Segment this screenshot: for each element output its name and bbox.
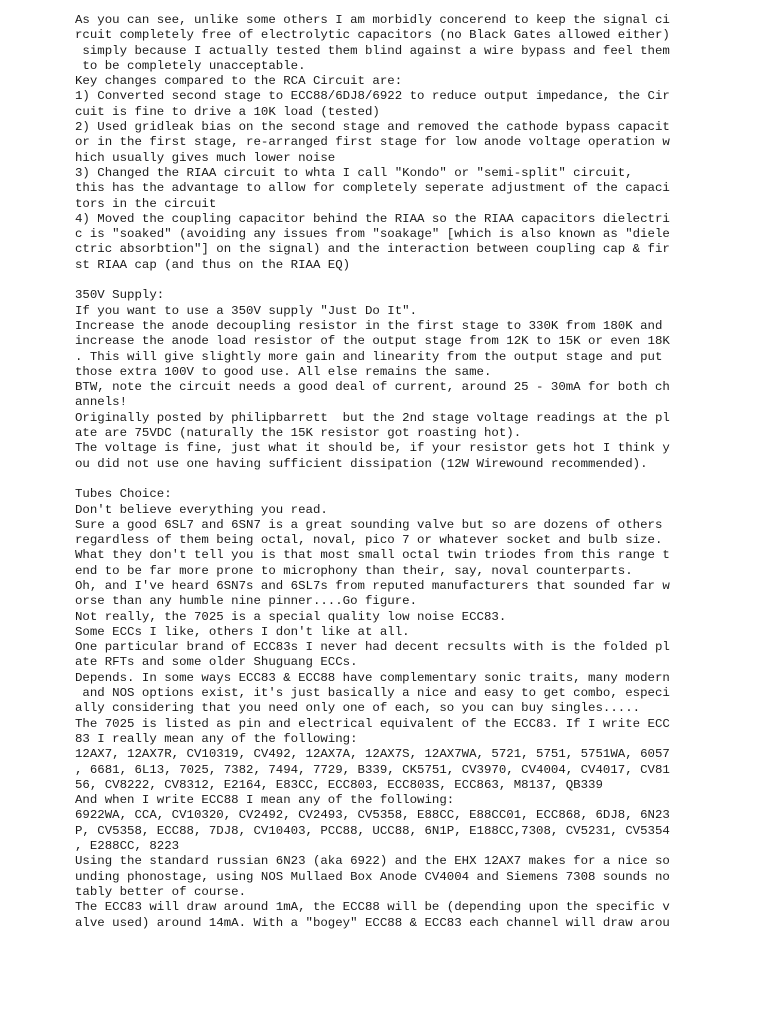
document-page: [75, 13, 755, 931]
text-line: One particular brand of ECC83s I never had decent recsults with is the folded pl: [75, 640, 670, 655]
text-line: As you can see, unlike some others I am morbidly concerend to keep the signal ci: [75, 13, 670, 27]
text-line: Don't believe everything you read.: [75, 502, 328, 517]
text-line: The ECC83 will draw around 1mA, the ECC88 will be (depending upon the specific v: [75, 900, 670, 915]
text-line: hich usually gives much lower noise: [75, 150, 336, 165]
text-line: rcuit completely free of electrolytic capacitors (no Black Gates allowed either): [75, 28, 670, 43]
text-line: 2) Used gridleak bias on the second stage and removed the cathode bypass capacit: [75, 120, 670, 135]
text-line: What they don't tell you is that most small octal twin triodes from this range t: [75, 548, 670, 563]
text-line: And when I write ECC88 I mean any of the following:: [75, 793, 455, 808]
text-line: ally considering that you need only one of each, so you can buy singles.....: [75, 701, 641, 716]
text-line: and NOS options exist, it's just basically a nice and easy to get combo, especi: [75, 686, 670, 701]
text-line: 83 I really mean any of the following:: [75, 731, 358, 746]
text-line: Some ECCs I like, others I don't like at all.: [75, 624, 410, 639]
text-line: unding phonostage, using NOS Mullaed Box Anode CV4004 and Siemens 7308 sounds no: [75, 869, 670, 884]
blank-line: [75, 472, 755, 487]
text-line: tably better of course.: [75, 884, 247, 899]
text-line: P, CV5358, ECC88, 7DJ8, CV10403, PCC88, UCC88, 6N1P, E188CC,7308, CV5231, CV5354: [75, 823, 670, 838]
text-line: st RIAA cap (and thus on the RIAA EQ): [75, 257, 351, 272]
text-line: ate RFTs and some older Shuguang ECCs.: [75, 655, 358, 670]
text-line: end to be far more prone to microphony than their, say, noval counterparts.: [75, 563, 633, 578]
text-line: to be completely unacceptable.: [75, 58, 306, 73]
text-line: 6922WA, CCA, CV10320, CV2492, CV2493, CV5358, E88CC, E88CC01, ECC868, 6DJ8, 6N23: [75, 808, 670, 823]
blank-line: [75, 273, 755, 288]
text-line: annels!: [75, 395, 128, 410]
text-line: Depends. In some ways ECC83 & ECC88 have complementary sonic traits, many modern: [75, 670, 670, 685]
section-heading: Tubes Choice:: [75, 487, 172, 502]
text-line: 12AX7, 12AX7R, CV10319, CV492, 12AX7A, 12AX7S, 12AX7WA, 5721, 5751, 5751WA, 6057: [75, 747, 670, 762]
text-line: Key changes compared to the RCA Circuit are:: [75, 74, 403, 89]
text-line: , 6681, 6L13, 7025, 7382, 7494, 7729, B339, CK5751, CV3970, CV4004, CV4017, CV81: [75, 762, 670, 777]
text-line: 4) Moved the coupling capacitor behind the RIAA so the RIAA capacitors dielectri: [75, 211, 670, 226]
text-line: . This will give slightly more gain and linearity from the output stage and put: [75, 349, 663, 364]
text-line: Sure a good 6SL7 and 6SN7 is a great sounding valve but so are dozens of others: [75, 517, 663, 532]
text-line: ou did not use one having sufficient dissipation (12W Wirewound recommended).: [75, 456, 648, 471]
text-line: , E288CC, 8223: [75, 839, 180, 854]
text-line: those extra 100V to good use. All else remains the same.: [75, 364, 492, 379]
text-line: If you want to use a 350V supply "Just Do It".: [75, 303, 418, 318]
text-line: or in the first stage, re-arranged first stage for low anode voltage operation w: [75, 135, 670, 150]
text-line: BTW, note the circuit needs a good deal of current, around 25 - 30mA for both ch: [75, 380, 670, 395]
text-line: Originally posted by philipbarrett but the 2nd stage voltage readings at the pl: [75, 410, 670, 425]
section-heading: 350V Supply:: [75, 288, 165, 303]
text-line: Oh, and I've heard 6SN7s and 6SL7s from reputed manufacturers that sounded far w: [75, 578, 670, 593]
text-line: ctric absorbtion"] on the signal) and the interaction between coupling cap & fir: [75, 242, 670, 257]
text-line: 1) Converted second stage to ECC88/6DJ8/6922 to reduce output impedance, the Cir: [75, 89, 670, 104]
text-line: simply because I actually tested them blind against a wire bypass and feel them: [75, 43, 670, 58]
text-line: cuit is fine to drive a 10K load (tested): [75, 104, 380, 119]
text-line: The 7025 is listed as pin and electrical equivalent of the ECC83. If I write ECC: [75, 716, 670, 731]
text-line: orse than any humble nine pinner....Go figure.: [75, 594, 418, 609]
text-line: Using the standard russian 6N23 (aka 6922) and the EHX 12AX7 makes for a nice so: [75, 854, 670, 869]
text-line: 3) Changed the RIAA circuit to whta I call "Kondo" or "semi-split" circuit,: [75, 165, 633, 180]
text-line: Not really, the 7025 is a special quality low noise ECC83.: [75, 609, 507, 624]
text-line: The voltage is fine, just what it should be, if your resistor gets hot I think y: [75, 441, 670, 456]
text-line: this has the advantage to allow for completely seperate adjustment of the capaci: [75, 181, 670, 196]
text-line: ate are 75VDC (naturally the 15K resistor got roasting hot).: [75, 426, 522, 441]
text-line: c is "soaked" (avoiding any issues from "soakage" [which is also known as "diele: [75, 227, 670, 242]
text-line: 56, CV8222, CV8312, E2164, E83CC, ECC803, ECC803S, ECC863, M8137, QB339: [75, 777, 603, 792]
text-line: regardless of them being octal, noval, pico 7 or whatever socket and bulb size.: [75, 533, 663, 548]
text-line: Increase the anode decoupling resistor in the first stage to 330K from 180K and: [75, 318, 663, 333]
text-line: alve used) around 14mA. With a "bogey" ECC88 & ECC83 each channel will draw arou: [75, 915, 670, 930]
text-line: tors in the circuit: [75, 196, 217, 211]
text-line: increase the anode load resistor of the output stage from 12K to 15K or even 18K: [75, 334, 670, 349]
